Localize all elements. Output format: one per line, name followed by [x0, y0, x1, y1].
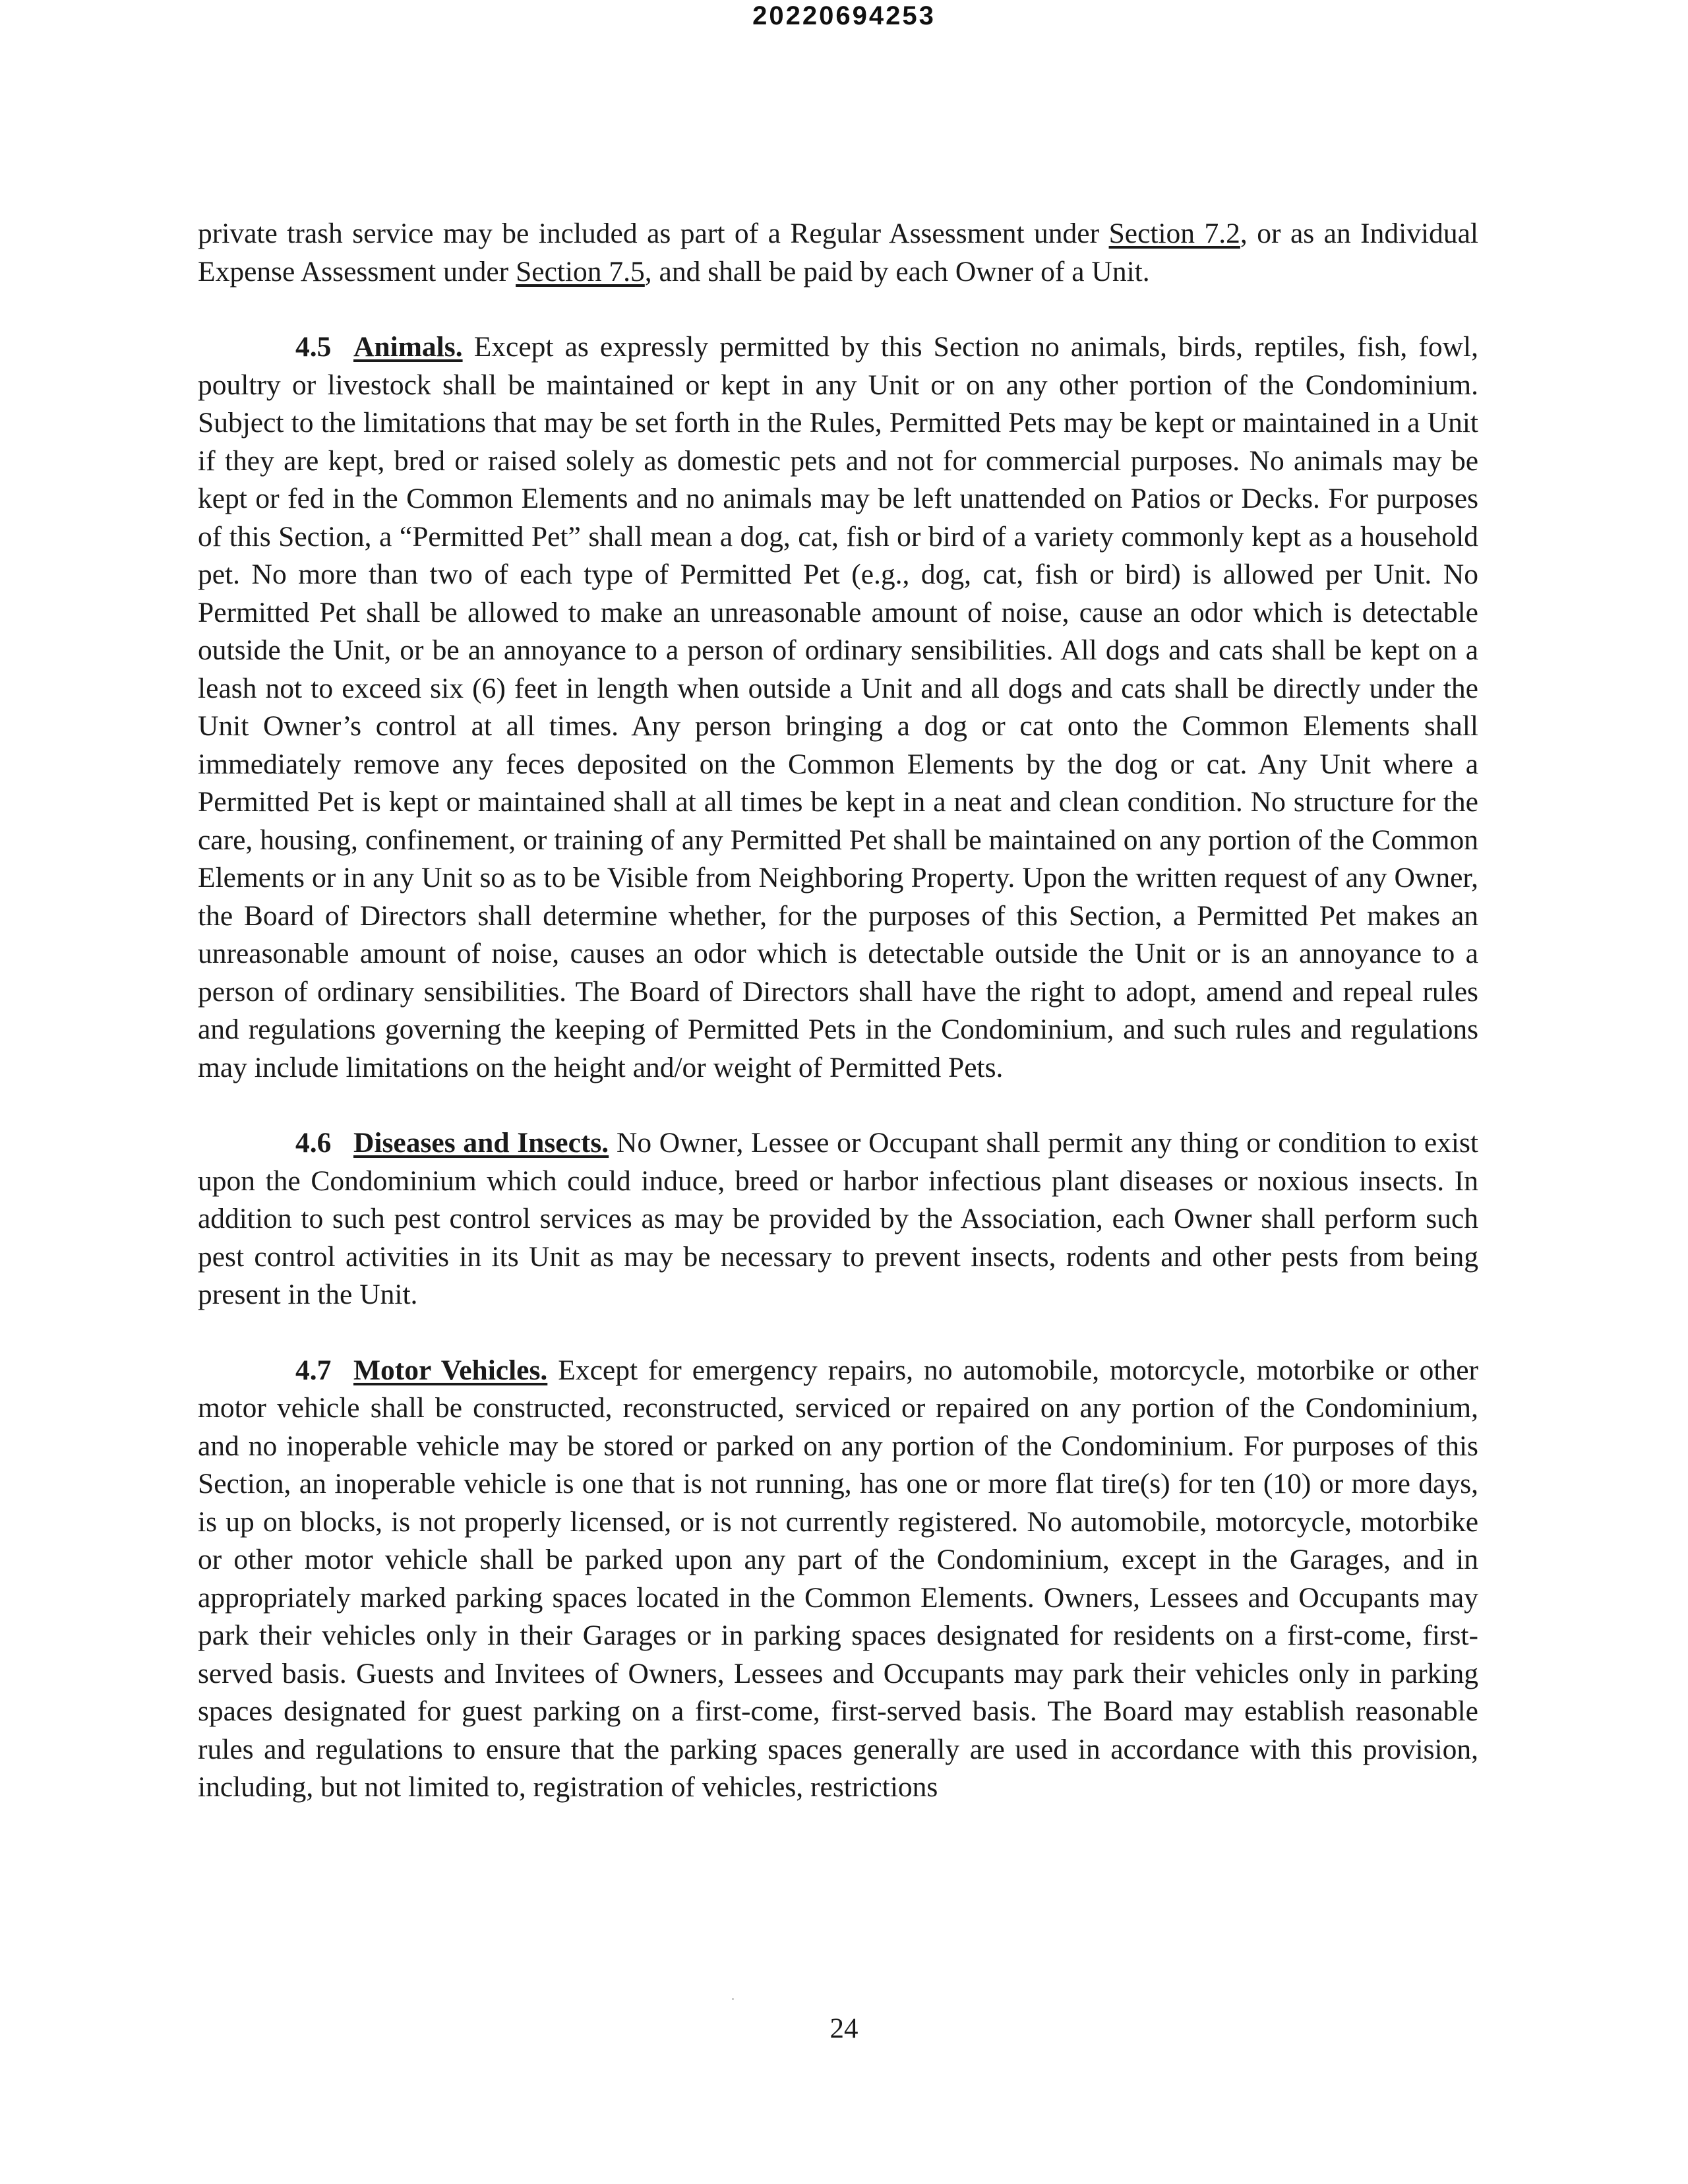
section-body: Except for emergency repairs, no automobile, motorcycle, motorbike or other motor vehicle shall be constructed, reconstructed, serviced or repaired on any portion of the Condominium, and no inoperable vehicle may be stored or parked on any portion of the Condominium. For purposes of this Section, an inoperable vehicle is one that is not running, has one or more flat tire(s) for ten (10) or more days, is up on blocks, is not properly licensed, or is not currently registered. No automobile, motorcycle, motorbike or other motor vehicle shall be parked upon any part of the Condominium, except in the Garages, and in appropriately marked parking spaces located in the Common Elements. Owners, Lessees and Occupants may park their vehicles only in their Garages or in parking spaces designated for residents on a first-come, first-served basis. Guests and Invitees of Owners, Lessees and Occupants may park their vehicles only in parking spaces designated for guest parking on a first-come, first-served basis. The Board may establish reasonable rules and regulations to ensure that the parking spaces generally are used in accordance with this provision, including, but not limited to, registration of vehicles, restrictions — [198, 1354, 1479, 1803]
intro-text-2: , or as an Individual Expense Assessment under — [198, 218, 1478, 288]
section-title: Animals. — [353, 331, 463, 363]
intro-paragraph — [198, 215, 1478, 291]
section-title: Motor Vehicles. — [353, 1354, 548, 1386]
section-title: Diseases and Insects. — [353, 1127, 609, 1159]
section-animals — [198, 328, 1478, 1087]
section-body: No Owner, Lessee or Occupant shall permit any thing or condition to exist upon the Condominium which could induce, breed or harbor infectious plant diseases or noxious insects. In addition to such pest control services as may be provided by the Association, each Owner shall perform such pest control activities in its Unit as may be necessary to prevent insects, rodents and other pests from being present in the Unit. — [198, 1127, 1478, 1310]
section-7-5-reference: Section 7.5 — [516, 255, 645, 288]
section-number: 4.7 — [295, 1354, 332, 1386]
section-motor-vehicles — [198, 1352, 1478, 1807]
section-diseases-and-insects — [198, 1124, 1478, 1314]
section-number: 4.5 — [295, 331, 332, 363]
scan-speck — [732, 1998, 734, 2000]
document-body — [198, 215, 1478, 1844]
section-body: Except as expressly permitted by this Section no animals, birds, reptiles, fish, fowl, poultry or livestock shall be maintained or kept in any Unit or on any other portion of the Condominium. Subject to the limitations that may be set forth in the Rules, Permitted Pets may be kept or maintained in a Unit if they are kept, bred or raised solely as domestic pets and not for commercial purposes. No animals may be kept or fed in the Common Elements and no animals may be left unattended on Patios or Decks. For purposes of this Section, a “Permitted Pet” shall mean a dog, cat, fish or bird of a variety commonly kept as a household pet. No more than two of each type of Permitted Pet (e.g., dog, cat, fish or bird) is allowed per Unit. No Permitted Pet shall be allowed to make an unreasonable amount of noise, cause an odor which is detectable outside the Unit, or be an annoyance to a person of ordinary sensibilities. All dogs and cats shall be kept on a leash not to exceed six (6) feet in length when outside a Unit and all dogs and cats shall be directly under the Unit Owner’s control at all times. Any person bringing a dog or cat onto the Common Elements shall immediately remove any feces deposited on the Common Elements by the dog or cat. Any Unit where a Permitted Pet is kept or maintained shall at all times be kept in a neat and clean condition. No structure for the care, housing, confinement, or training of any Permitted Pet shall be maintained on any portion of the Common Elements or in any Unit so as to be Visible from Neighboring Property. Upon the written request of any Owner, the Board of Directors shall determine whether, for the purposes of this Section, a Permitted Pet makes an unreasonable amount of noise, causes an odor which is detectable outside the Unit or is an annoyance to a person of ordinary sensibilities. The Board of Directors shall have the right to adopt, amend and repeal rules and regulations governing the keeping of Permitted Pets in the Condominium, and such rules and regulations may include limitations on the height and/or weight of Permitted Pets. — [198, 331, 1478, 1083]
section-7-2-reference: Section 7.2 — [1108, 218, 1240, 249]
intro-text-3: , and shall be paid by each Owner of a Unit. — [644, 255, 1150, 288]
intro-text-1: private trash service may be included as part of a Regular Assessment under — [198, 218, 1109, 249]
section-number: 4.6 — [295, 1127, 332, 1159]
document-number: 20220694253 — [752, 1, 936, 30]
page-number: 24 — [829, 2013, 859, 2044]
